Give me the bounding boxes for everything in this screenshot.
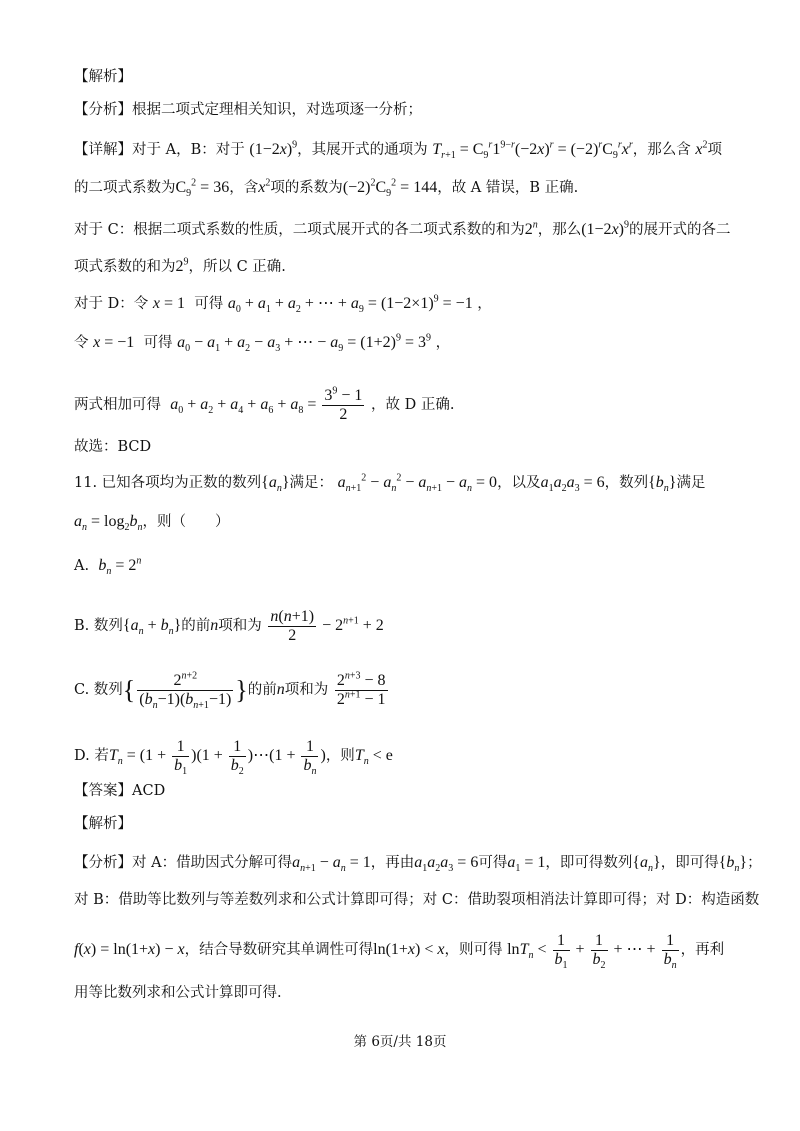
option-c: C. 数列{ $\frac{2^{n+2}}{(b_n-1)(b_{n+1}-1)}$ }的前n项和为 $\frac{2^{n+3} - 8}{2^{n+1} - 1}$: [74, 672, 734, 709]
formula: $C_9^2 = 36$: [175, 177, 230, 200]
analysis-2-line-1: 【分析】对 A：借助因式分解可得$a_{n+1} - a_n = 1$，再由$a_1a_2a_3 = 6$可得$a_1 = 1$，即可得数列$\{a_n\}$，即可得$\{b_n\}$；: [74, 854, 762, 875]
formula: $x^2$: [258, 177, 271, 196]
page-footer: 第 6页/共 18页: [353, 1034, 447, 1050]
formula: ln(1+x) < x: [373, 941, 445, 959]
detail-d-line-3: 两式相加可得 $a_0 + a_2 + a_4 + a_6 + a_8$ = $\frac{3^9 - 1}{2}$ ，故 D 正确.: [74, 385, 455, 423]
analysis-prefix: 【分析】: [74, 855, 132, 871]
formula: $\frac{2^{n+3} - 8}{2^{n+1} - 1}$: [336, 670, 386, 708]
formula: { $\frac{2^{n+2}}{(b_n-1)(b_{n+1}-1)}$ }: [122, 670, 248, 712]
detail-ab-line-1: 【详解】对于 A，B：对于 $(1-2x)^9$，其展开式的通项为 $T_{r+1} = C_9^r1^{9-r}(-2x)^r = (-2)^rC_9^rx^r$，那么含 $x^2$项: [74, 139, 722, 162]
formula: $a_{n+1}^2 - a_n^2 - a_{n+1} - a_n = 0$: [337, 472, 498, 495]
analysis-line-1: [74, 100, 734, 120]
formula: $T_n = (1$ + $\frac{1}{b_1}$ )(1 + $\frac{1}{b_2}$ )⋯(1 + $\frac{1}{b_n}$ ): [108, 738, 326, 778]
formula: $b_n = 2^n$: [98, 555, 142, 578]
formula: $a_0 - a_1 + a_2 - a_3$ + ⋯ − $a_9 = (1+2)^9 = 3^9$: [177, 332, 431, 355]
formula: $\{b_n\}$: [648, 474, 677, 495]
formula: $\frac{n(n+1)}{2}$ − $2^{n+1} + 2$: [270, 608, 384, 644]
formula: $\{b_n\}$: [718, 854, 748, 875]
question-11-line-2: $a_n = \log_2b_n$，则（ ）: [74, 513, 230, 534]
formula: $a_0 + a_2 + a_4 + a_6 + a_8$ = $\frac{3^9 - 1}{2}$: [170, 385, 363, 423]
analysis-text: 根据二项式定理相关知识，对选项逐一分析；: [132, 102, 422, 118]
formula: $T_n < e$: [354, 747, 393, 768]
formula: $x^2$: [695, 139, 708, 158]
answer-prefix: 【答案】: [74, 783, 132, 799]
formula: $(1-2x)^9$: [249, 139, 298, 158]
choose-line: 故选：BCD: [74, 439, 152, 455]
option-d: D. 若$T_n = (1$ + $\frac{1}{b_1}$ )(1 + $\frac{1}{b_2}$ )⋯(1 + $\frac{1}{b_n}$ )，则$T_n < e$: [74, 738, 393, 778]
formula: $T_{r+1} = C_9^r1^{9-r}(-2x)^r = (-2)^rC_9^rx^r$: [432, 139, 633, 162]
answer-line: [74, 781, 734, 801]
formula: $\{a_n\}$: [261, 474, 290, 495]
analysis-2-line-2: 对 B：借助等比数列与等差数列求和公式计算即可得；对 C：借助裂项相消法计算即可得；对 D：构造函数: [74, 892, 760, 908]
formula: $a_n = \log_2b_n$: [74, 513, 143, 534]
detail-ab-line-2: 的二项式系数为$C_9^2 = 36$，含$x^2$项的系数为$(-2)^2C_9^2 = 144$，故 A 错误，B 正确.: [74, 177, 579, 200]
answer-value: ACD: [132, 783, 166, 799]
detail-d-line-1: 对于 D：令 x = 1 可得 $a_0 + a_1 + a_2$ + ⋯ + $a_9 = (1-2\times 1)^9 = -1$ ，: [74, 293, 492, 316]
detail-c-line-1: 对于 C：根据二项式系数的性质，二项式展开式的各二项式系数的和为2$^n$，那么$(1-2x)^9$的展开式的各二: [74, 219, 731, 238]
option-b: B. 数列$\{a_n + b_n\}$的前n项和为 $\frac{n(n+1)}{2}$ − $2^{n+1} + 2$: [74, 608, 384, 644]
question-11-line-1: 11. 已知各项均为正数的数列$\{a_n\}$满足： $a_{n+1}^2 - a_n^2 - a_{n+1} - a_n = 0$，以及$a_1a_2a_3 = 6$，数列$\{b_n\}$满足: [74, 472, 706, 495]
formula: $2^9$: [175, 256, 189, 275]
formula: $(1-2x)^9$: [581, 219, 629, 238]
formula: x = −1: [93, 334, 135, 351]
formula: $a_{n+1} - a_n = 1$: [292, 854, 371, 875]
option-a: A. $b_n = 2^n$: [74, 555, 142, 578]
formula: $a_1a_2a_3 = 6$: [540, 474, 605, 495]
formula: lnT$_n$ < $\frac{1}{b_1}$ + $\frac{1}{b_2}$ + ⋯ + $\frac{1}{b_n}$: [507, 932, 677, 972]
formula: $\{a_n\}$: [632, 854, 661, 875]
formula: $\{a_n + b_n\}$: [122, 617, 182, 638]
formula: $a_0 + a_1 + a_2$ + ⋯ + $a_9 = (1-2\times 1)^9 = -1$: [227, 293, 473, 316]
analysis-heading-2: 【解析】: [74, 816, 132, 832]
analysis-2-line-4: 用等比数列求和公式计算即可得.: [74, 985, 282, 1001]
formula: f(x) = ln(1+x) − x: [74, 941, 185, 959]
detail-prefix: 【详解】: [74, 142, 132, 158]
formula: 2$^n$: [524, 219, 538, 238]
formula: x = 1: [152, 295, 185, 312]
formula: $(-2)^2C_9^2 = 144$: [342, 177, 438, 200]
formula: $a_1a_2a_3 = 6$: [414, 854, 479, 875]
question-number: 11.: [74, 475, 98, 491]
detail-c-line-2: 项式系数的和为$2^9$，所以 C 正确.: [74, 256, 286, 275]
analysis-2-line-3: f(x) = ln(1+x) − x，结合导数研究其单调性可得ln(1+x) < x，则可得 lnT$_n$ < $\frac{1}{b_1}$ + $\frac{1}{b_2}$ + ⋯ + $\frac{1}{b_n}$ ，再利: [74, 932, 725, 972]
formula: $a_1 = 1$: [507, 854, 546, 875]
analysis-heading-1: 【解析】: [74, 69, 132, 85]
detail-d-line-2: 令 x = −1 可得 $a_0 - a_1 + a_2 - a_3$ + ⋯ − $a_9 = (1+2)^9 = 3^9$ ，: [74, 332, 451, 355]
analysis-prefix: 【分析】: [74, 102, 132, 118]
